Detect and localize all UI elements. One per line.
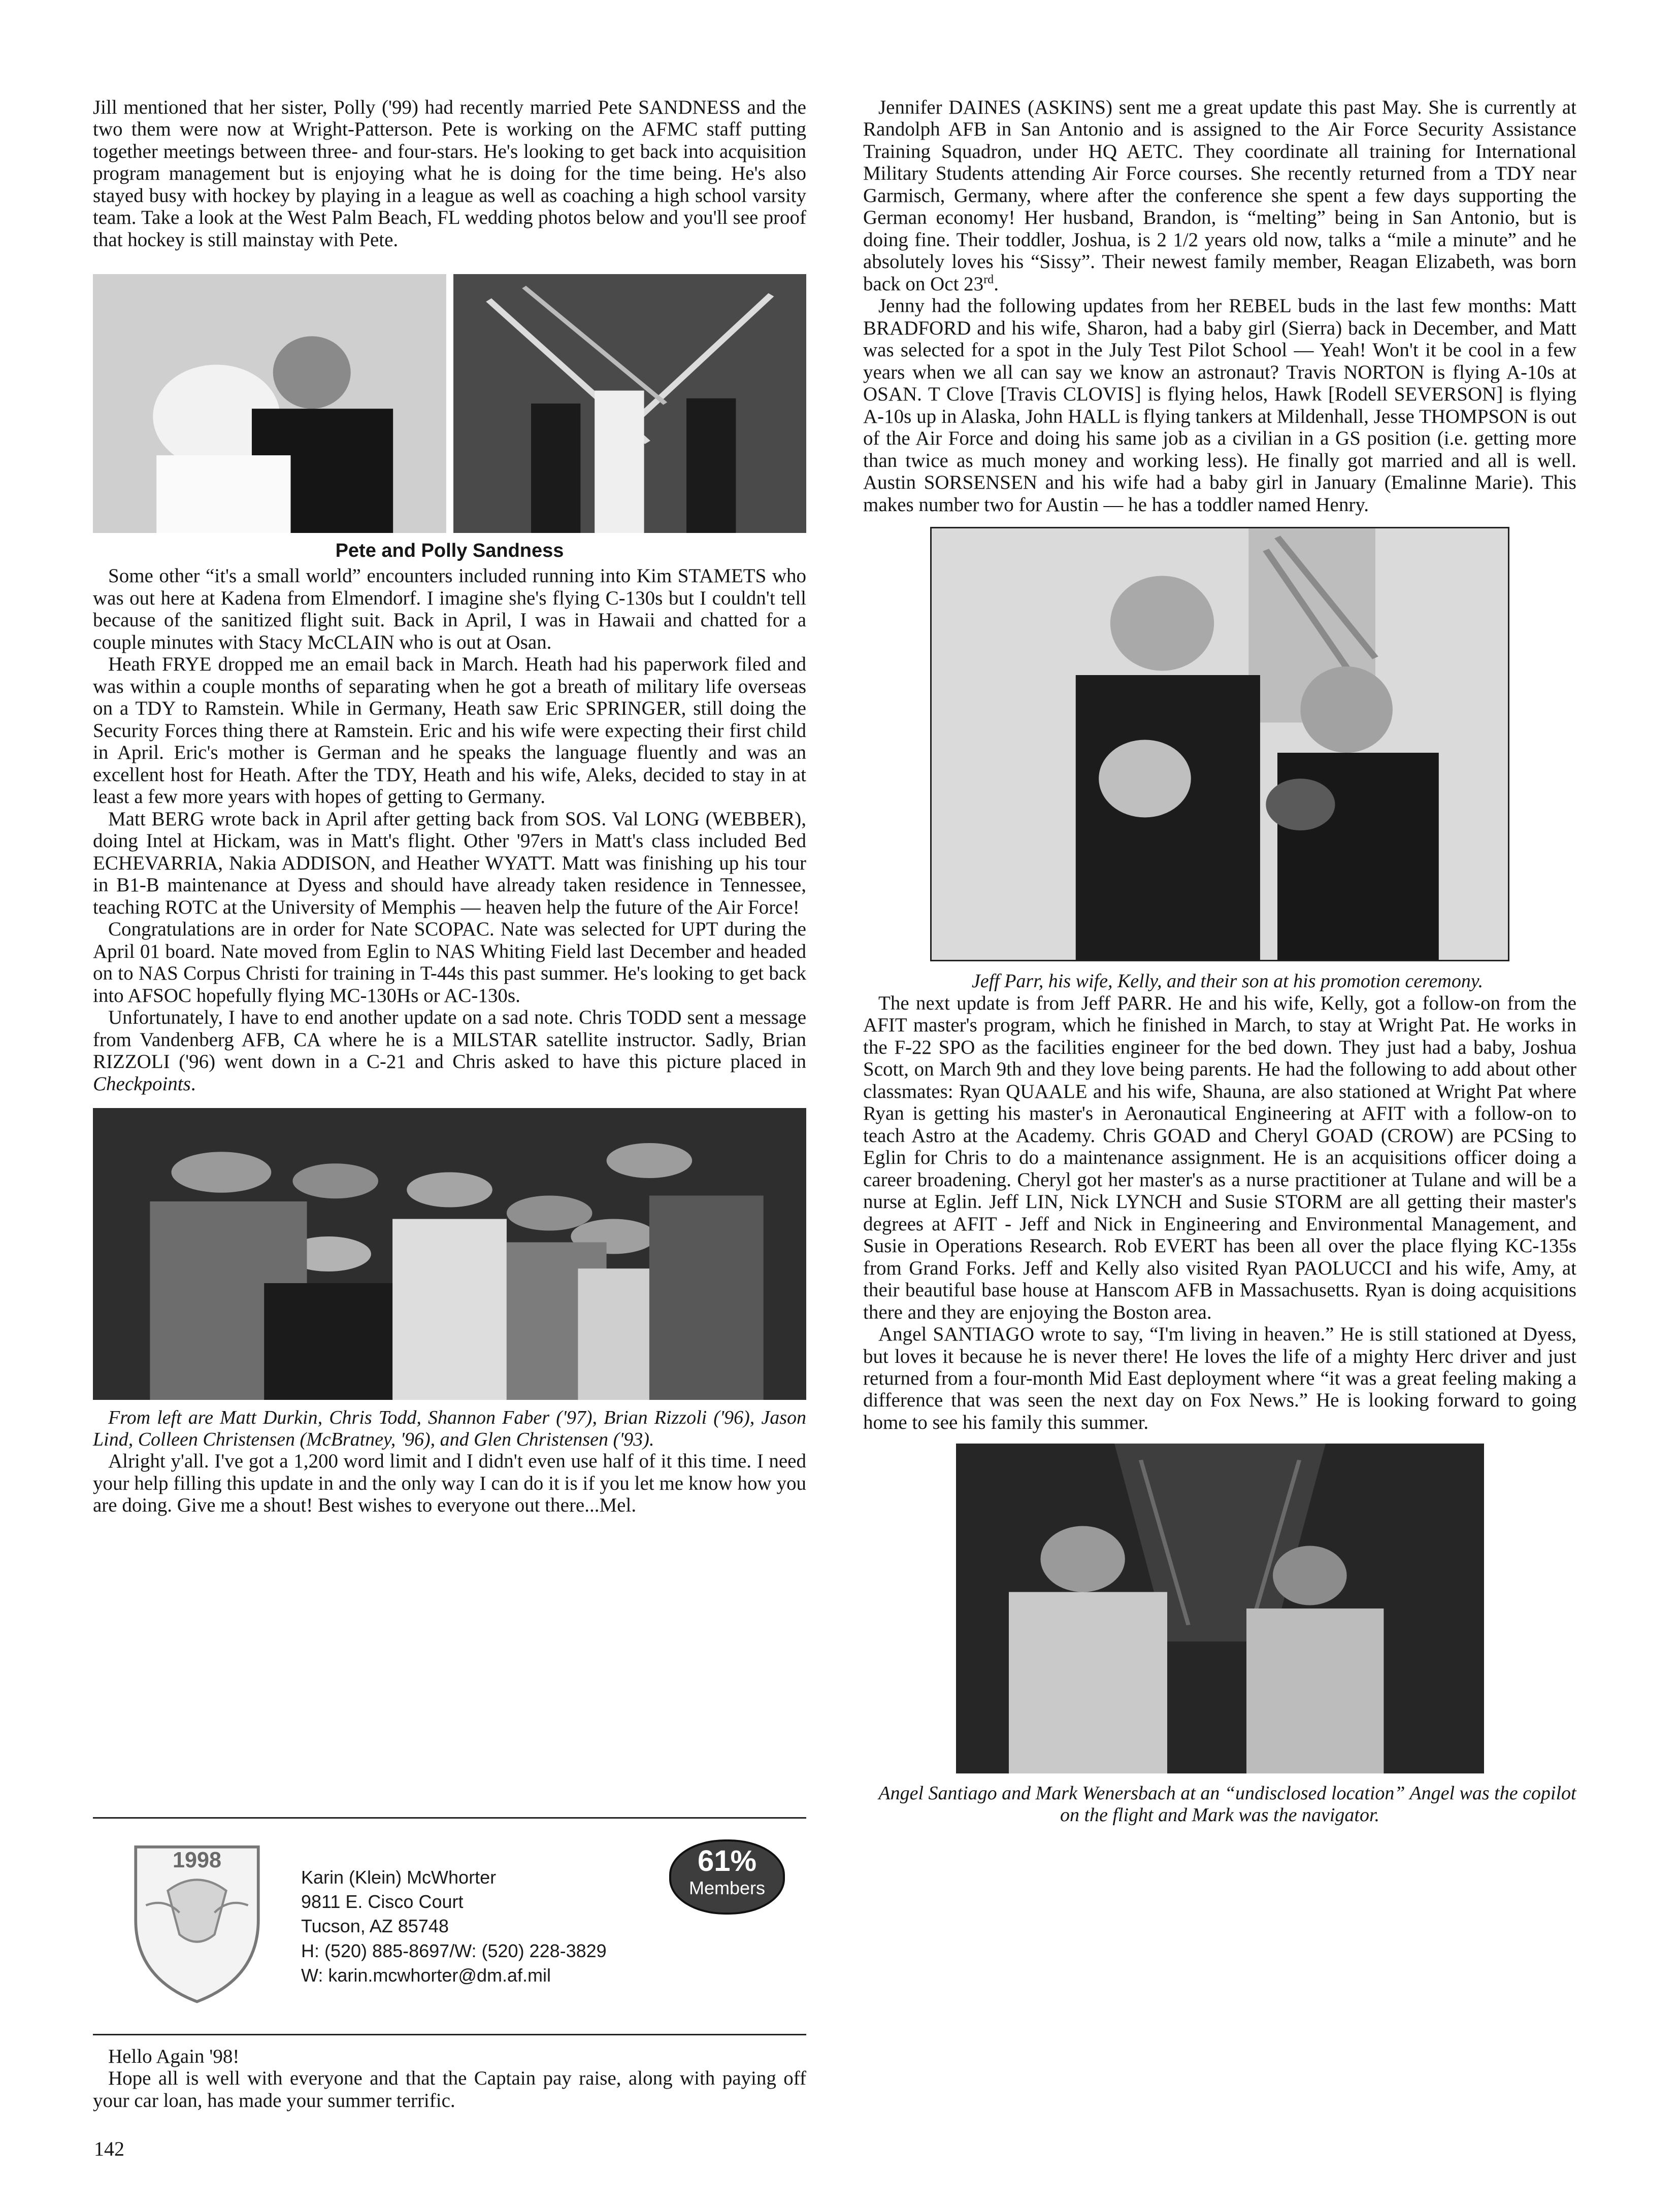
rep-city: Tucson, AZ 85748 [301,1916,449,1937]
article-paragraph: Hope all is well with everyone and that the Captain pay raise, along with paying off your car loan, has made your summer terrific. [93,2067,806,2112]
next-class-intro [93,2046,806,2112]
wedding-caption: Pete and Polly Sandness [335,540,564,562]
members-percent: 61% [697,1845,757,1878]
article-paragraph: Matt BERG wrote back in April after getting back from SOS. Val LONG (WEBBER), doing Intel at Hickam, was in Matt's flight. Other '97ers in Matt's class included Bed ECHEVARRIA, Nakia ADDISON, and Heather WYATT. Matt was finishing up his tour in B1-B maintenance at Dyess and should have already taken residence in Tennessee, teaching ROTC at the University of Memphis — heaven help the future of the Air Force! [93,808,806,918]
article-paragraph: Angel SANTIAGO wrote to say, “I'm living in heaven.” He is still stationed at Dyess, but loves it because he is never there! He loves the life of a mighty Herc driver and just returned from a four-month Mid East deployment where “it was a great feeling making a difference that was seen the next day on Fox News.” He is looking forward to going home to see his family this summer. [863,1323,1576,1433]
promotion-photo-caption: Jeff Parr, his wife, Kelly, and their son at his promotion ceremony. [971,970,1484,992]
left-column [93,96,806,1517]
members-badge-icon [669,1839,785,1915]
article-paragraph: Jill mentioned that her sister, Polly ('99) had recently married Pete SANDNESS and the two them were now at Wright-Patterson. Pete is working on the AFMC staff putting together meetings between three- and four-stars. He's looking to get back into acquisition program management but is enjoying what he is doing for the time being. He's also stayed busy with hockey by playing in a league as well as coaching a high school varsity team. Take a look at the West Palm Beach, FL wedding photos below and you'll see proof that hockey is still mainstay with Pete. [93,96,806,251]
article-paragraph [863,96,1576,295]
right-column [863,96,1576,1826]
crest-year: 1998 [173,1848,221,1872]
article-paragraph: Congratulations are in order for Nate SCOPAC. Nate was selected for UPT during the April 01 board. Nate moved from Eglin to NAS Whiting Field last December and headed on to NAS Corpus Christi for training in T-44s this past summer. He's looking to get back into AFSOC hopefully flying MC-130Hs or AC-130s. [93,918,806,1007]
group-photo [93,1108,806,1400]
publication-title: Checkpoints [93,1073,191,1095]
article-paragraph: Alright y'all. I've got a 1,200 word limit and I didn't even use half of it this time. I need your help filling this update in and the only way I can do it is if you let me know how you are doing. Give me a shout! Best wishes to everyone out there...Mel. [93,1450,806,1517]
group-photo-drawing [93,1108,806,1400]
rep-phone: H: (520) 885-8697/W: (520) 228-3829 [301,1940,607,1961]
paragraph-text: Jennifer DAINES (ASKINS) sent me a great update this past May. She is currently at Randolph AFB in San Antonio and is assigned to the Air Force Security Assistance Training Squadron, under HQ AETC. They coordinate all training for International Military Students attending Air Force courses. She recently returned from a TDY near Garmisch, Germany, where after the conference she spent a few days supporting the German economy! Her husband, Brandon, is “melting” being in San Antonio, but is doing fine. Their toddler, Joshua, is 2 1/2 years old now, talks a “mile a minute” and he absolutely loves his “Sissy”. Their newest family member, Reagan Elizabeth, was born back on Oct 23 [863,96,1576,295]
class-crest-icon [123,1832,271,2007]
paragraph-text: . [190,1073,196,1095]
group-photo-caption: From left are Matt Durkin, Chris Todd, Shannon Faber ('97), Brian Rizzoli ('96), Jason Lind, Colleen Christensen (McBratney, '96), and Glen Christensen ('93). [93,1407,806,1450]
ordinal-suffix: rd [983,273,994,286]
article-paragraph: Heath FRYE dropped me an email back in March. Heath had his paperwork filed and was within a couple months of separating when he got a breath of military life overseas on a TDY to Ramstein. While in Germany, Heath saw Eric SPRINGER, still doing the Security Forces thing there at Ramstein. Eric and his wife were expecting their first child in April. Eric's mother is German and he speaks the language fluently and was an excellent host for Heath. After the TDY, Heath and his wife, Aleks, decided to stay in at least a few more years with hopes of getting to Germany. [93,653,806,808]
article-paragraph [93,1007,806,1095]
class-rep-contact [301,1865,607,1988]
article-paragraph: Some other “it's a small world” encounters included running into Kim STAMETS who was out here at Kadena from Elmendorf. I imagine she's flying C-130s but I couldn't tell because of the sanitized flight suit. Back in April, I was in Hawaii and chatted for a couple minutes with Stacy McCLAIN who is out at Osan. [93,565,806,653]
paragraph-text: . [994,273,999,295]
wedding-arch-drawing [453,274,807,533]
promotion-ceremony-photo [930,527,1509,961]
class-contact-box [93,1817,806,2035]
aircraft-interior-photo [956,1444,1484,1773]
article-paragraph: Jenny had the following updates from her REBEL buds in the last few months: Matt BRADFORD and his wife, Sharon, had a baby girl (Sierra) back in December, and Matt was selected for a spot in the July Test Pilot School — Yeah! Won't it be cool in a few years when we all can say we know an astronaut? Travis NORTON is flying A-10s at OSAN. T Clove [Travis CLOVIS] is flying helos, Hawk [Rodell SEVERSON] is flying A-10s up in Alaska, John HALL is flying tankers at Mildenhall, Jesse THOMPSON is out of the Air Force and doing his same job as a civilian in a GS position (i.e. getting more than twice as much money and working less). He finally got married and all is well. Austin SORSENSEN and his wife had a baby girl in January (Emalinne Marie). This makes number two for Austin — he has a toddler named Henry. [863,295,1576,516]
wedding-portrait-photo [93,274,446,533]
rep-name: Karin (Klein) McWhorter [301,1867,497,1888]
paragraph-text: Unfortunately, I have to end another update on a sad note. Chris TODD sent a message from Vandenberg AFB, CA where he is a MILSTAR satellite instructor. Sadly, Brian RIZZOLI ('96) went down in a C-21 and Chris asked to have this picture placed in [93,1007,806,1073]
aircraft-photo-caption: Angel Santiago and Mark Wenersbach at an “undisclosed location” Angel was the copilot on the flight and Mark was the navigator. [878,1783,1576,1826]
rep-email: W: karin.mcwhorter@dm.af.mil [301,1964,551,1986]
article-paragraph: The next update is from Jeff PARR. He and his wife, Kelly, got a follow-on from the AFIT master's program, which he finished in March, to stay at Wright Pat. He works in the F-22 SPO as the facilities engineer for the bed down. They just had a baby, Joshua Scott, on March 9th and they love being parents. He had the following to add about other classmates: Ryan QUAALE and his wife, Shauna, are also stationed at Wright Pat where Ryan is getting his master's in Aeronautical Engineering at AFIT with a follow-on to teach Astro at the Academy. Chris GOAD and Cheryl GOAD (CROW) are PCSing to Eglin for Chris to do a maintenance assignment. He is an acquisitions officer doing a career broadening. Cheryl got her master's as a nurse practitioner at Tulane and will be a nurse at Eglin. Jeff LIN, Nick LYNCH and Susie STORM are all getting their master's degrees at AFIT - Jeff and Nick in Engineering and Environmental Management, and Susie in Operations Research. Rob EVERT has been all over the place flying KC-135s from Grand Forks. Jeff and Kelly also visited Ryan PAOLUCCI and his wife, Amy, at their beautiful base house at Hanscom AFB in Massachusetts. Ryan is doing acquisitions there and they are enjoying the Boston area. [863,992,1576,1323]
wedding-photos [93,274,806,533]
aircraft-photo-drawing [956,1444,1484,1773]
greeting: Hello Again '98! [108,2046,240,2067]
rep-street: 9811 E. Cisco Court [301,1891,464,1913]
wedding-hockey-stick-arch-photo [453,274,807,533]
members-label: Members [688,1878,766,1898]
top-rule [93,1817,806,1819]
wedding-portrait-drawing [93,274,446,533]
page-number: 142 [94,2137,124,2160]
promotion-photo-drawing [932,528,1508,960]
bottom-rule [93,2034,806,2035]
